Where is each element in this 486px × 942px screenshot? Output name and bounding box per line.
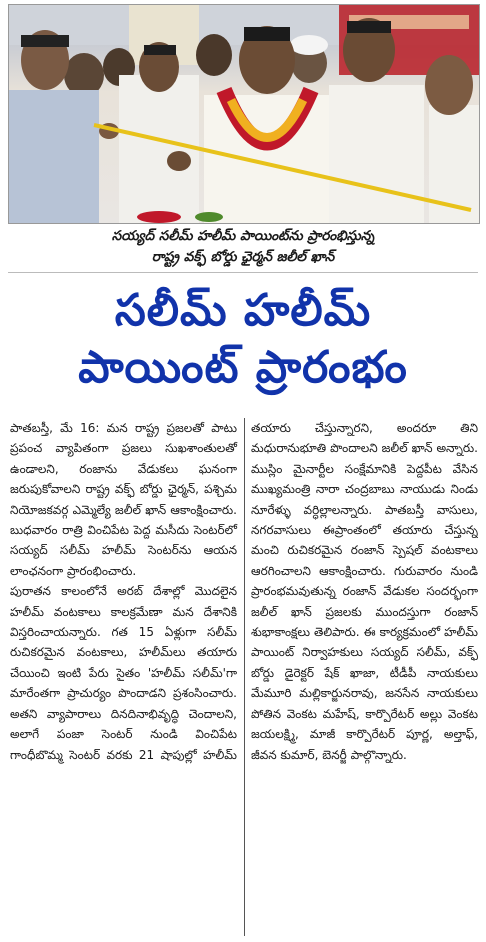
photo-caption <box>0 226 486 268</box>
article-paragraph-2: పురాతన కాలంలోనే అరబ్ దేశాల్లో మొదలైన హలీమ్ వంటకాలు కాలక్రమేణా మన దేశానికి విస్తరించాయన్నారు. గత 15 ఏళ్లుగా సలీమ్ రుచికరమైన వంటకాలు, హలీమ్‌లు తయారు చేయించి ఇంటి పేరు సైతం 'హలీమ్ సలీమ్'గా మారేంతగా ప్రాచుర్యం పొందాడని ప్రశంసించారు. అతని వ్యాపారాలు దినదినాభివృద్ధి చెందాలని, అలాగే పంజా సెంటర్ నుండి వించిపేట గాంధీబొమ్మ సెంటర్ వరకు 21 షాపుల్లో హలీమ్ తయారు చేస్తున్నారని, అందరూ తిని మధురానుభూతి పొందాలని జలీల్ ఖాన్ అన్నారు. ముస్లిం మైనార్టీల సంక్షేమానికి పెద్దపీట వేసిన ముఖ్యమంత్రి నారా చంద్రబాబు నాయుడు నిండు నూరేళ్ళు వర్ధిల్లాలన్నారు. పాతబస్తీ వాసులు, నగరవాసులు ఈప్రాంతంలో తయారు చేస్తున్న మంచి రుచికరమైన రంజాన్ స్పెషల్ వంటకాలు ఆరగించాలని ఆకాంక్షించారు. గురువారం నుండి ప్రారంభమవుతున్న రంజాన్ వేడుకల సందర్భంగా జలీల్ ఖాన్ ప్రజలకు ముందస్తుగా రంజాన్ శుభాకాంక్షలు తెలిపారు. ఈ కార్యక్రమంలో హలీమ్ పాయింట్ నిర్వాహకులు సయ్యద్ సలీమ్, వక్ఫ్ బోర్డు డైరెక్టర్ షేక్ ఖాజా, టీడీపీ నాయకులు మేమూరి మల్లికార్జునరావు, జనసేన నాయకులు పోతిన వెంకట మహేష్, కార్పొరేటర్ అల్లు వెంకట జయలక్ష్మి, మాజీ కార్పొరేటర్ పూర్ణ, అల్తాఫ్, జీవన కుమార్, బెనర్జీ పాల్గొన్నారు. <box>10 421 478 762</box>
headline-line-1: సలీమ్ హలీమ్ <box>114 285 372 336</box>
caption-line-1: సయ్యద్ సలీమ్ హలీమ్ పాయింట్‌ను ప్రారంభిస్తున్న <box>111 228 375 244</box>
ribbon-cutting-photo <box>9 5 479 223</box>
news-photo <box>8 4 480 224</box>
article-paragraph-1: పాతబస్తీ, మే 16: మన రాష్ట్ర ప్రజలతో పాటు ప్రపంచ వ్యాపితంగా ప్రజలు సుఖశాంతులతో ఉండాలని, రంజాను వేడుకలు ఘనంగా జరుపుకోవాలని రాష్ట్ర వక్ఫ్ బోర్డు ఛైర్మన్, పశ్చిమ నియోజకవర్గ ఎమ్మెల్యే జలీల్ ఖాన్ ఆకాంక్షించారు. బుధవారం రాత్రి వించిపేట పెద్ద మసీదు సెంటర్‌లో సయ్యద్ సలీమ్ హలీమ్ సెంటర్‌ను ఆయన లాంఛనంగా ప్రారంభించారు. <box>10 421 237 578</box>
article-body <box>10 418 478 936</box>
separator-rule <box>8 272 478 273</box>
caption-line-2: రాష్ట్ర వక్ఫ్ బోర్డు ఛైర్మన్ జలీల్ ఖాన్ <box>151 249 335 265</box>
headline-line-2: పాయింట్ ప్రారంభం <box>78 342 408 393</box>
headline <box>0 282 486 396</box>
